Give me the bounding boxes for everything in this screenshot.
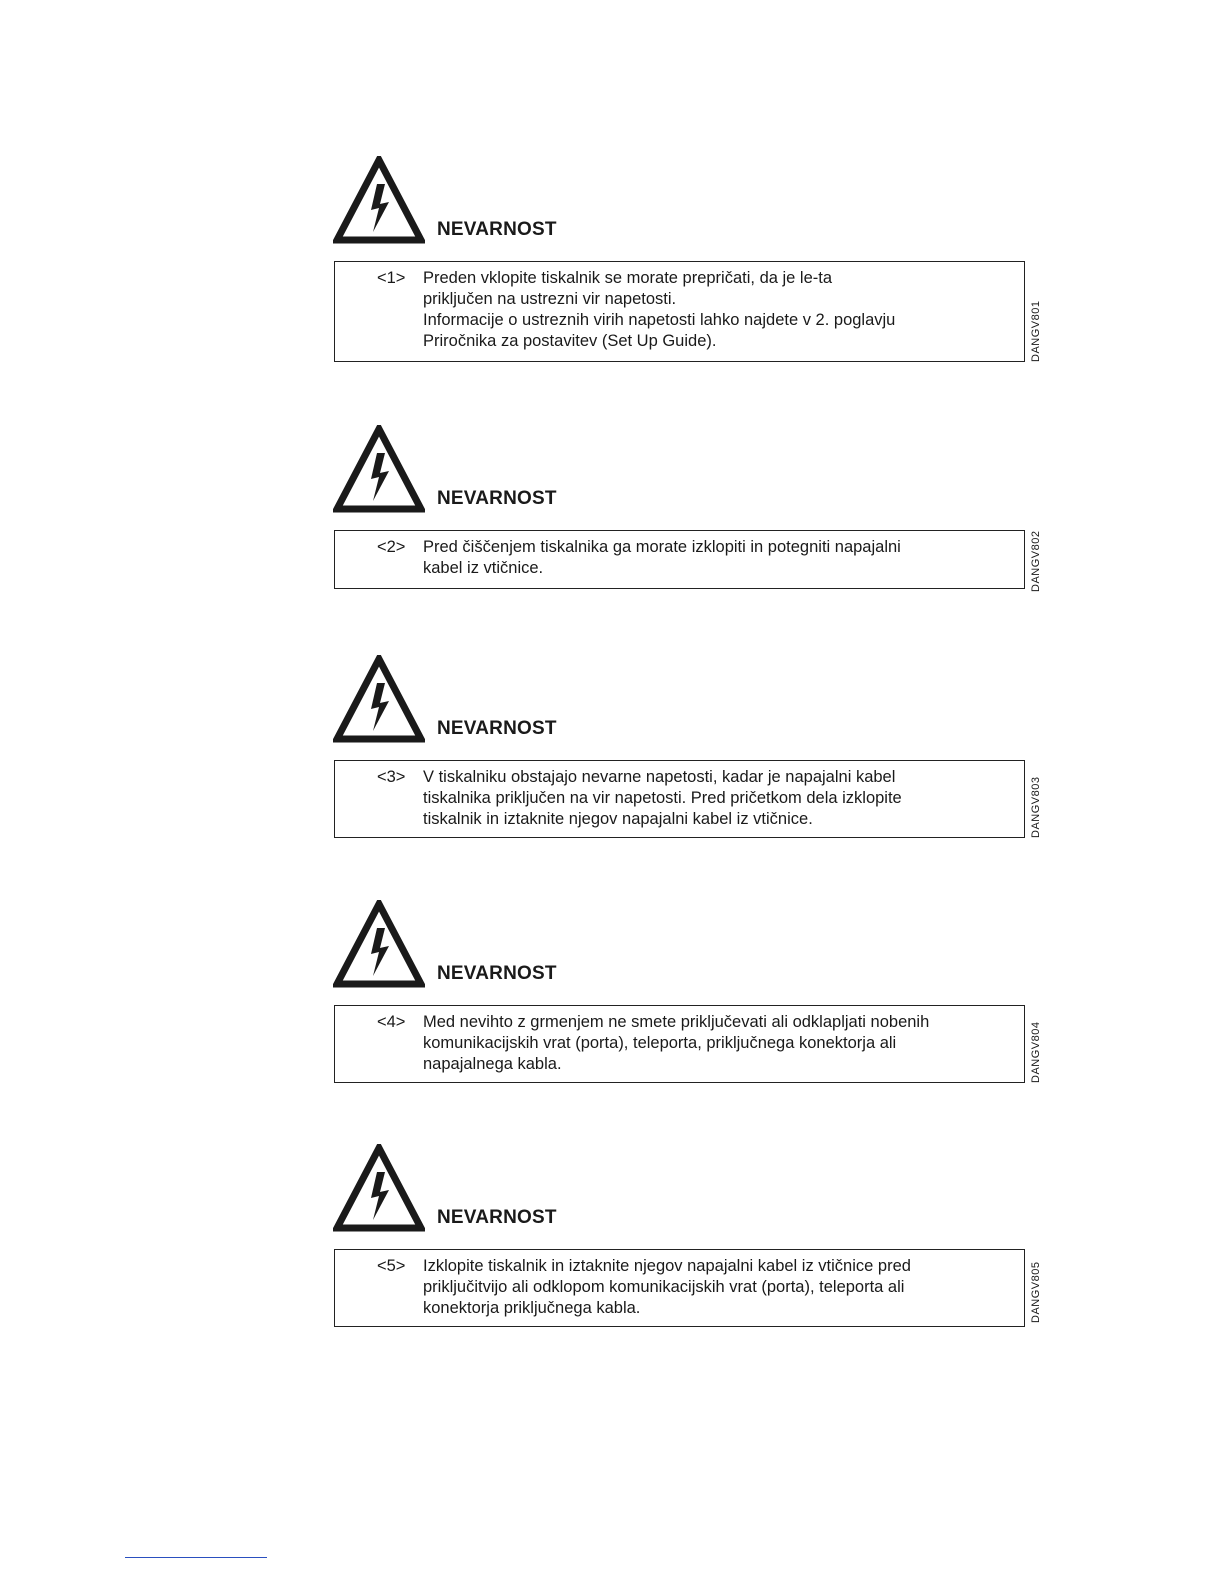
danger-heading: NEVARNOST — [437, 219, 557, 240]
high-voltage-warning-icon — [333, 156, 425, 244]
notice-line: Med nevihto z grmenjem ne smete priključevati ali odklapljati nobenih — [423, 1013, 930, 1031]
high-voltage-warning-icon — [333, 655, 425, 743]
notice-line: Izklopite tiskalnik in iztaknite njegov napajalni kabel iz vtičnice pred — [423, 1257, 911, 1275]
notice-number: <1> — [377, 269, 406, 287]
notice-number: <2> — [377, 538, 406, 556]
notice-number: <4> — [377, 1013, 406, 1031]
notice-line: V tiskalniku obstajajo nevarne napetosti, kadar je napajalni kabel — [423, 768, 896, 786]
high-voltage-warning-icon — [333, 1144, 425, 1232]
notice-code: DANGV805 — [1030, 1261, 1042, 1323]
danger-text-box — [334, 1249, 1025, 1327]
notice-line: komunikacijskih vrat (porta), teleporta, priključnega konektorja ali — [423, 1034, 897, 1052]
notice-code: DANGV803 — [1030, 776, 1042, 838]
notice-text — [423, 1012, 1013, 1075]
notice-code: DANGV802 — [1030, 530, 1042, 592]
notice-code: DANGV801 — [1030, 300, 1042, 362]
notice-text — [423, 1256, 1013, 1319]
danger-text-box — [334, 261, 1025, 362]
high-voltage-warning-icon — [333, 900, 425, 988]
danger-heading: NEVARNOST — [437, 488, 557, 509]
danger-heading: NEVARNOST — [437, 963, 557, 984]
notice-line: kabel iz vtičnice. — [423, 559, 544, 577]
notice-line: Preden vklopite tiskalnik se morate prepričati, da je le-ta — [423, 269, 833, 287]
notice-line: napajalnega kabla. — [423, 1055, 562, 1073]
danger-heading: NEVARNOST — [437, 1207, 557, 1228]
danger-text-box — [334, 760, 1025, 838]
notice-line: priključen na ustrezni vir napetosti. — [423, 290, 677, 308]
notice-line: tiskalnika priključen na vir napetosti. Pred pričetkom dela izklopite — [423, 789, 902, 807]
notice-line: Pred čiščenjem tiskalnika ga morate izklopiti in potegniti napajalni — [423, 538, 901, 556]
danger-heading: NEVARNOST — [437, 718, 557, 739]
notice-line: konektorja priključnega kabla. — [423, 1299, 641, 1317]
notice-number: <3> — [377, 768, 406, 786]
notice-text — [423, 268, 1013, 352]
notice-text — [423, 767, 1013, 830]
notice-line: Informacije o ustreznih virih napetosti lahko najdete v 2. poglavju — [423, 311, 896, 329]
danger-text-box — [334, 530, 1025, 589]
footer-rule — [125, 1557, 267, 1558]
notice-line: tiskalnik in iztaknite njegov napajalni kabel iz vtičnice. — [423, 810, 813, 828]
notice-code: DANGV804 — [1030, 1021, 1042, 1083]
notice-line: priključitvijo ali odklopom komunikacijskih vrat (porta), teleporta ali — [423, 1278, 905, 1296]
notice-text — [423, 537, 1013, 579]
notice-line: Priročnika za postavitev (Set Up Guide). — [423, 332, 717, 350]
notice-number: <5> — [377, 1257, 406, 1275]
danger-text-box — [334, 1005, 1025, 1083]
high-voltage-warning-icon — [333, 425, 425, 513]
